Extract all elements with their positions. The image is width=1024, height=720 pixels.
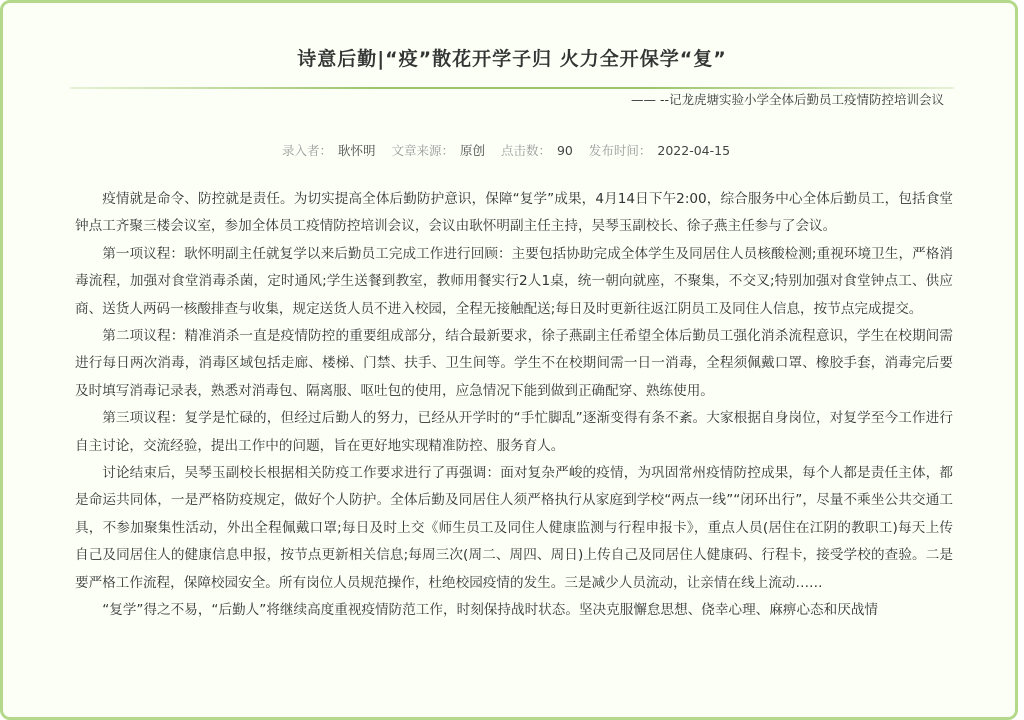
source-value: 原创 (459, 143, 485, 158)
paragraph: 讨论结束后，吴琴玉副校长根据相关防疫工作要求进行了再强调：面对复杂严峻的疫情，为巩固常州疫情防控成果，每个人都是责任主体，都是命运共同体，一是严格防疫规定，做好个人防护。全体后勤及同居住人须严格执行从家庭到学校“两点一线”“闭环出行”，尽量不乘坐公共交通工具，不参加聚集性活动，外出全程佩戴口罩;每日及时上交《师生员工及同住人健康监测与行程申报卡》，重点人员(居住在江阴的教职工)每天上传自己及同居住人的健康信息申报，按节点更新相关信息;每周三次(周二、周四、周日)上传自己及同居住人健康码、行程卡，接受学校的查验。二是要严格工作流程，保障校园安全。所有岗位人员规范操作，杜绝校园疫情的发生。三是减少人员流动，让亲情在线上流动…… (75, 465, 953, 591)
page-title: 诗意后勤|“疫”散花开学子归 火力全开保学“复” (297, 48, 727, 70)
paragraph: 第三项议程：复学是忙碌的，但经过后勤人的努力，已经从开学时的“手忙脚乱”逐渐变得有条不紊。大家根据自身岗位，对复学至今工作进行自主讨论，交流经验，提出工作中的问题，旨在更好地实现精准防控、服务育人。 (75, 410, 953, 454)
paragraph: 第二项议程：精准消杀一直是疫情防控的重要组成部分，结合最新要求，徐子燕副主任希望全体后勤员工强化消杀流程意识，学生在校期间需进行每日两次消毒，消毒区域包括走廊、楼梯、门禁、扶手、卫生间等。学生不在校期间需一日一消毒，全程须佩戴口罩、橡胶手套，消毒完后要及时填写消毒记录表，熟悉对消毒包、隔离服、呕吐包的使用，应急情况下能到做到正确配穿、熟练使用。 (75, 328, 953, 399)
article-body (75, 186, 953, 625)
clicks-label: 点击数： (500, 143, 551, 158)
source-label: 文章来源： (391, 143, 454, 158)
article-subtitle: —— --记龙虎塘实验小学全体后勤员工疫情防控培训会议 (631, 92, 944, 107)
date-label: 发布时间： (588, 143, 652, 158)
article-meta (0, 141, 1024, 159)
date-value: 2022-04-15 (657, 143, 731, 158)
clicks-value: 90 (556, 143, 573, 158)
author-value: 耿怀明 (337, 143, 376, 158)
paragraph: 第一项议程：耿怀明副主任就复学以来后勤员工完成工作进行回顾：主要包括协助完成全体学生及同居住人员核酸检测;重视环境卫生，严格消毒流程，加强对食堂消毒杀菌，定时通风;学生送餐到教室，教师用餐实行2人1桌，统一朝向就座，不聚集，不交叉;特别加强对食堂钟点工、供应商、送货人两码一核酸排查与收集，规定送货人员不进入校园，全程无接触配送;每日及时更新往返江阴员工及同住人信息，按节点完成提交。 (75, 245, 953, 317)
paragraph: 疫情就是命令、防控就是责任。为切实提高全体后勤防护意识，保障“复学”成果，4月14日下午2:00，综合服务中心全体后勤员工，包括食堂钟点工齐聚三楼会议室，参加全体员工疫情防控培训会议，会议由耿怀明副主任主持，吴琴玉副校长、徐子燕主任参与了会议。 (75, 191, 953, 235)
author-label: 录入者： (281, 143, 332, 158)
paragraph: “复学”得之不易，“后勤人”将继续高度重视疫情防范工作，时刻保持战时状态。坚决克服懈怠思想、侥幸心理、麻痹心态和厌战情 (102, 602, 879, 619)
title-divider (70, 87, 954, 89)
